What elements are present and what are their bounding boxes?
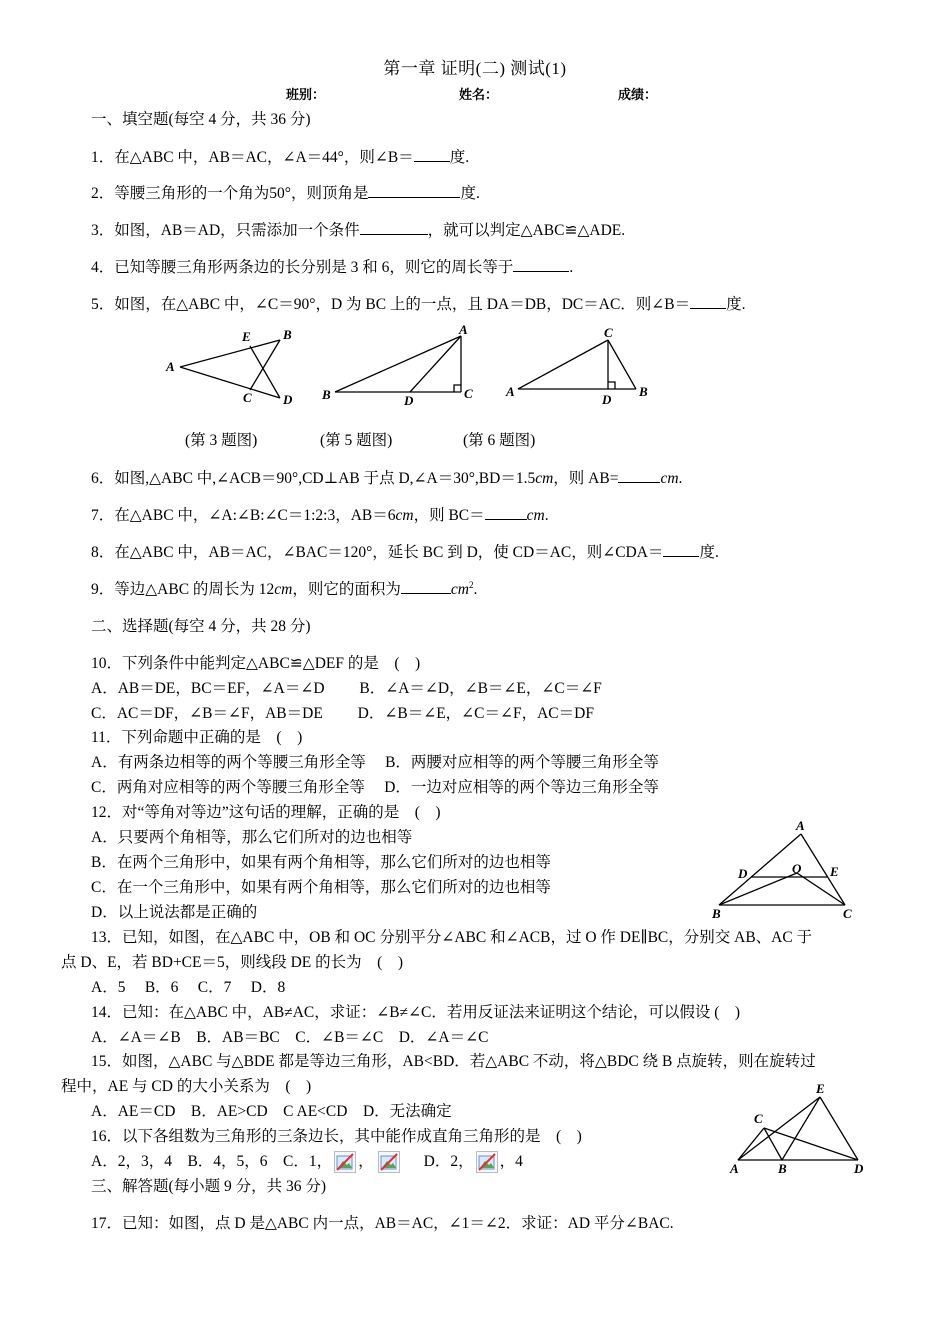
q11-options-ab: A．有两条边相等的两个等腰三角形全等 B．两腰对应相等的两个等腰三角形全等 xyxy=(91,754,659,771)
q12-option-d: D．以上说法都是正确的 xyxy=(91,904,258,921)
class-label: 班别： xyxy=(286,88,326,103)
q9-suffix: . xyxy=(473,581,478,598)
q4-suffix: . xyxy=(569,259,574,276)
q13-options: A．5 B．6 C．7 D．8 xyxy=(91,979,286,996)
q6-text: 6．如图,△ABC 中,∠ACB＝90°,CD⊥AB 于点 D,∠A＝30°,BD＝1.5 xyxy=(91,470,536,487)
fig6-label-c: C xyxy=(604,325,613,340)
q10-options-cd: C．AC＝DF，∠B＝∠F，AB＝DE D．∠B＝∠E，∠C＝∠F，AC＝DF xyxy=(91,705,594,722)
q9-text: 9．等边△ABC 的周长为 12 xyxy=(91,581,275,598)
question-9 xyxy=(91,577,477,599)
question-3 xyxy=(91,218,625,240)
q9-sup: 2 xyxy=(468,579,474,590)
q12-option-c: C．在一个三角形中，如果有两个角相等，那么它们所对的边也相等 xyxy=(91,879,551,896)
question-15-line2: 程中，AE 与 CD 的大小关系为 ( ) xyxy=(61,1078,312,1095)
figure-q5 xyxy=(318,320,488,415)
q15-options: A．AE＝CD B．AE>CD C AE<CD D．无法确定 xyxy=(91,1103,452,1120)
q8-suffix: 度. xyxy=(699,544,719,561)
caption-fig5: (第 5 题图) xyxy=(320,432,393,449)
q5-text: 5．如图，在△ABC 中，∠C＝90°，D 为 BC 上的一点，且 DA＝DB，DC＝AC．则∠B＝ xyxy=(91,296,691,313)
q7-suffix: . xyxy=(544,507,549,524)
q4-text: 4．已知等腰三角形两条边的长分别是 3 和 6，则它的周长等于 xyxy=(91,259,514,276)
fig15-label-d: D xyxy=(854,1161,864,1176)
fig3-label-b: B xyxy=(283,327,292,342)
answer-blank xyxy=(360,220,428,235)
q6-unit2: cm xyxy=(660,470,679,487)
figure-q3 xyxy=(160,322,300,417)
question-14: 14．已知：在△ABC 中，AB≠AC，求证：∠B≠∠C．若用反证法来证明这个结论，可以假设 ( ) xyxy=(91,1004,741,1021)
q7-unit: cm xyxy=(395,507,414,524)
fig6-label-a: A xyxy=(506,384,515,399)
fig13-label-o: O xyxy=(792,861,802,876)
q16-options-abc: A．2，3，4 B．4，5，6 C．1， xyxy=(91,1153,333,1170)
q11-options-cd: C．两角对应相等的两个等腰三角形全等 D．一边对应相等的两个等边三角形全等 xyxy=(91,779,659,796)
fig3-label-e: E xyxy=(242,329,251,344)
question-8 xyxy=(91,540,719,562)
q5-suffix: 度. xyxy=(726,296,746,313)
q3-text: 3．如图，AB＝AD，只需添加一个条件 xyxy=(91,222,360,239)
q16-option-d-end: ，4 xyxy=(499,1153,523,1170)
broken-image-icon xyxy=(378,1151,400,1173)
question-4 xyxy=(91,255,573,277)
q2-text: 2．等腰三角形的一个角为50°，则顶角是 xyxy=(91,185,369,202)
q6-unit: cm xyxy=(535,470,554,487)
figure-q3-drawing xyxy=(160,322,300,412)
q12-option-a: A．只要两个角相等，那么它们所对的边也相等 xyxy=(91,829,413,846)
figure-q5-drawing xyxy=(318,320,488,410)
broken-image-icon xyxy=(476,1151,498,1173)
q6-mid: ，则 AB= xyxy=(553,470,619,487)
answer-blank xyxy=(663,542,699,557)
fig5-label-b: B xyxy=(322,387,331,402)
figure-q13-drawing xyxy=(705,818,865,924)
fig6-label-d: D xyxy=(602,392,612,407)
question-5 xyxy=(91,292,746,314)
answer-blank xyxy=(690,294,726,309)
name-label: 姓名： xyxy=(459,88,499,103)
figure-q6-drawing xyxy=(503,322,663,412)
question-2 xyxy=(91,181,480,203)
q9-unit2: cm xyxy=(450,581,469,598)
q9-unit: cm xyxy=(274,581,293,598)
question-7 xyxy=(91,503,549,525)
q14-options: A．∠A＝∠B B．AB＝BC C．∠B＝∠C D．∠A＝∠C xyxy=(91,1029,489,1046)
figure-q6 xyxy=(503,322,663,417)
fig15-label-e: E xyxy=(816,1081,825,1096)
q7-text: 7．在△ABC 中，∠A:∠B:∠C＝1:2:3，AB＝6 xyxy=(91,507,396,524)
figure-q15-drawing xyxy=(724,1078,874,1178)
q3-suffix: ，就可以判定△ABC≌△ADE. xyxy=(427,222,626,239)
answer-blank xyxy=(401,579,451,594)
caption-fig6: (第 6 题图) xyxy=(463,432,536,449)
q1-text: 1．在△ABC 中，AB＝AC，∠A＝44°，则∠B＝ xyxy=(91,149,414,166)
fig15-label-c: C xyxy=(754,1111,763,1126)
question-1 xyxy=(91,145,469,167)
fig13-label-d: D xyxy=(738,866,748,881)
question-12: 12．对“等角对等边”这句话的理解，正确的是 ( ) xyxy=(91,804,441,821)
q7-unit2: cm xyxy=(526,507,545,524)
fig13-label-a: A xyxy=(796,818,805,833)
section2-heading: 二、选择题(每空 4 分，共 28 分) xyxy=(91,618,311,635)
fig5-label-a: A xyxy=(459,322,468,337)
section1-heading: 一、填空题(每空 4 分，共 36 分) xyxy=(91,111,311,128)
fig13-label-c: C xyxy=(843,906,852,921)
question-13-line1: 13．已知，如图，在△ABC 中，OB 和 OC 分别平分∠ABC 和∠ACB，过 O 作 DE∥BC，分别交 AB、AC 于 xyxy=(91,929,813,946)
fig13-label-b: B xyxy=(712,906,721,921)
fig5-label-c: C xyxy=(464,386,473,401)
fig6-label-b: B xyxy=(639,384,648,399)
q12-option-b: B．在两个三角形中，如果有两个角相等，那么它们所对的边也相等 xyxy=(91,854,551,871)
figure-q13 xyxy=(705,818,865,929)
q10-options-ab: A．AB＝DE，BC＝EF，∠A＝∠D B．∠A＝∠D，∠B＝∠E，∠C＝∠F xyxy=(91,680,602,697)
question-6 xyxy=(91,466,682,488)
fig3-label-c: C xyxy=(243,390,252,405)
q8-text: 8．在△ABC 中，AB＝AC，∠BAC＝120°，延长 BC 到 D，使 CD＝AC，则∠CDA＝ xyxy=(91,544,664,561)
q1-suffix: 度. xyxy=(449,149,470,166)
page-title: 第一章 证明(二) 测试(1) xyxy=(383,59,567,78)
fig3-label-d: D xyxy=(283,392,293,407)
q16-separator: ， xyxy=(358,1153,374,1170)
figure-q15 xyxy=(724,1078,874,1183)
answer-blank xyxy=(368,183,460,198)
fig15-label-a: A xyxy=(730,1161,739,1176)
answer-blank xyxy=(485,505,527,520)
q16-options xyxy=(91,1149,523,1173)
answer-blank xyxy=(414,147,450,162)
q16-option-d: D．2， xyxy=(423,1153,474,1170)
q9-mid: ，则它的面积为 xyxy=(292,581,401,598)
question-15-line1: 15．如图，△ABC 与△BDE 都是等边三角形，AB<BD．若△ABC 不动，将△BDC 绕 B 点旋转，则在旋转过 xyxy=(91,1053,816,1070)
answer-blank xyxy=(618,468,660,483)
question-16: 16．以下各组数为三角形的三条边长，其中能作成直角三角形的是 ( ) xyxy=(91,1128,582,1145)
q7-mid: ，则 BC＝ xyxy=(413,507,485,524)
fig3-label-a: A xyxy=(166,359,175,374)
broken-image-icon xyxy=(334,1151,356,1173)
fig15-label-b: B xyxy=(778,1161,787,1176)
question-11: 11．下列命题中正确的是 ( ) xyxy=(91,729,303,746)
answer-blank xyxy=(513,257,569,272)
q2-suffix: 度. xyxy=(460,185,480,202)
q6-suffix: . xyxy=(678,470,683,487)
question-17: 17．已知：如图，点 D 是△ABC 内一点，AB＝AC，∠1＝∠2．求证：AD 平分∠BAC. xyxy=(91,1215,674,1232)
caption-fig3: (第 3 题图) xyxy=(185,432,258,449)
score-label: 成绩： xyxy=(618,88,658,103)
question-13-line2: 点 D、E，若 BD+CE＝5，则线段 DE 的长为 ( ) xyxy=(61,954,403,971)
question-10: 10．下列条件中能判定△ABC≌△DEF 的是 ( ) xyxy=(91,655,421,672)
fig13-label-e: E xyxy=(830,864,839,879)
section3-heading: 三、解答题(每小题 9 分，共 36 分) xyxy=(91,1178,327,1195)
fig5-label-d: D xyxy=(404,393,414,408)
